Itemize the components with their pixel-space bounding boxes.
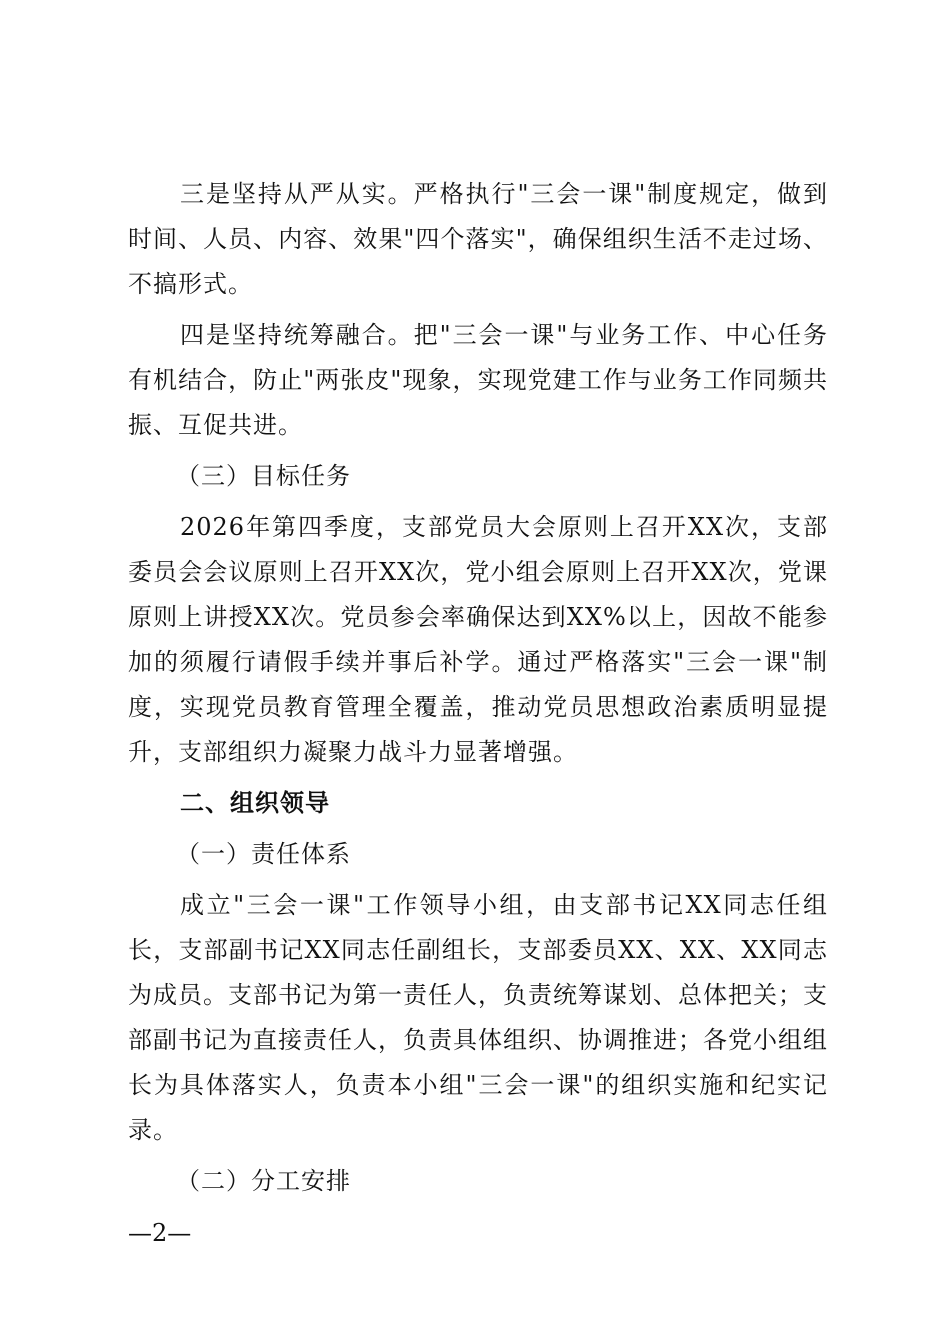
section-heading-organization-leadership: 二、组织领导 bbox=[180, 789, 330, 817]
paragraph-strict-implementation: 三是坚持从严从实。严格执行"三会一课"制度规定，做到时间、人员、内容、效果"四个落实"，确保组织生活不走过场、不搞形式。 bbox=[128, 180, 828, 298]
paragraph-target-tasks: 2026年第四季度，支部党员大会原则上召开XX次，支部委员会会议原则上召开XX次，党小组会原则上召开XX次，党课原则上讲授XX次。党员参会率确保达到XX%以上，因故不能参加的须履行请假手续并事后补学。通过严格落实"三会一课"制度，实现党员教育管理全覆盖，推动党员思想政治素质明显提升，支部组织力凝聚力战斗力显著增强。 bbox=[128, 513, 828, 766]
subheading-responsibility-system: （一）责任体系 bbox=[176, 840, 351, 868]
subheading-target-tasks: （三）目标任务 bbox=[176, 462, 351, 490]
page-number: —2— bbox=[128, 1219, 192, 1247]
subheading-division-of-labor: （二）分工安排 bbox=[176, 1167, 351, 1195]
document-body bbox=[128, 172, 828, 1210]
paragraph-responsibility-system: 成立"三会一课"工作领导小组，由支部书记XX同志任组长，支部副书记XX同志任副组长，支部委员XX、XX、XX同志为成员。支部书记为第一责任人，负责统筹谋划、总体把关；支部副书记为直接责任人，负责具体组织、协调推进；各党小组组长为具体落实人，负责本小组"三会一课"的组织实施和纪实记录。 bbox=[128, 891, 828, 1144]
paragraph-integrated-planning: 四是坚持统筹融合。把"三会一课"与业务工作、中心任务有机结合，防止"两张皮"现象，实现党建工作与业务工作同频共振、互促共进。 bbox=[128, 321, 828, 439]
